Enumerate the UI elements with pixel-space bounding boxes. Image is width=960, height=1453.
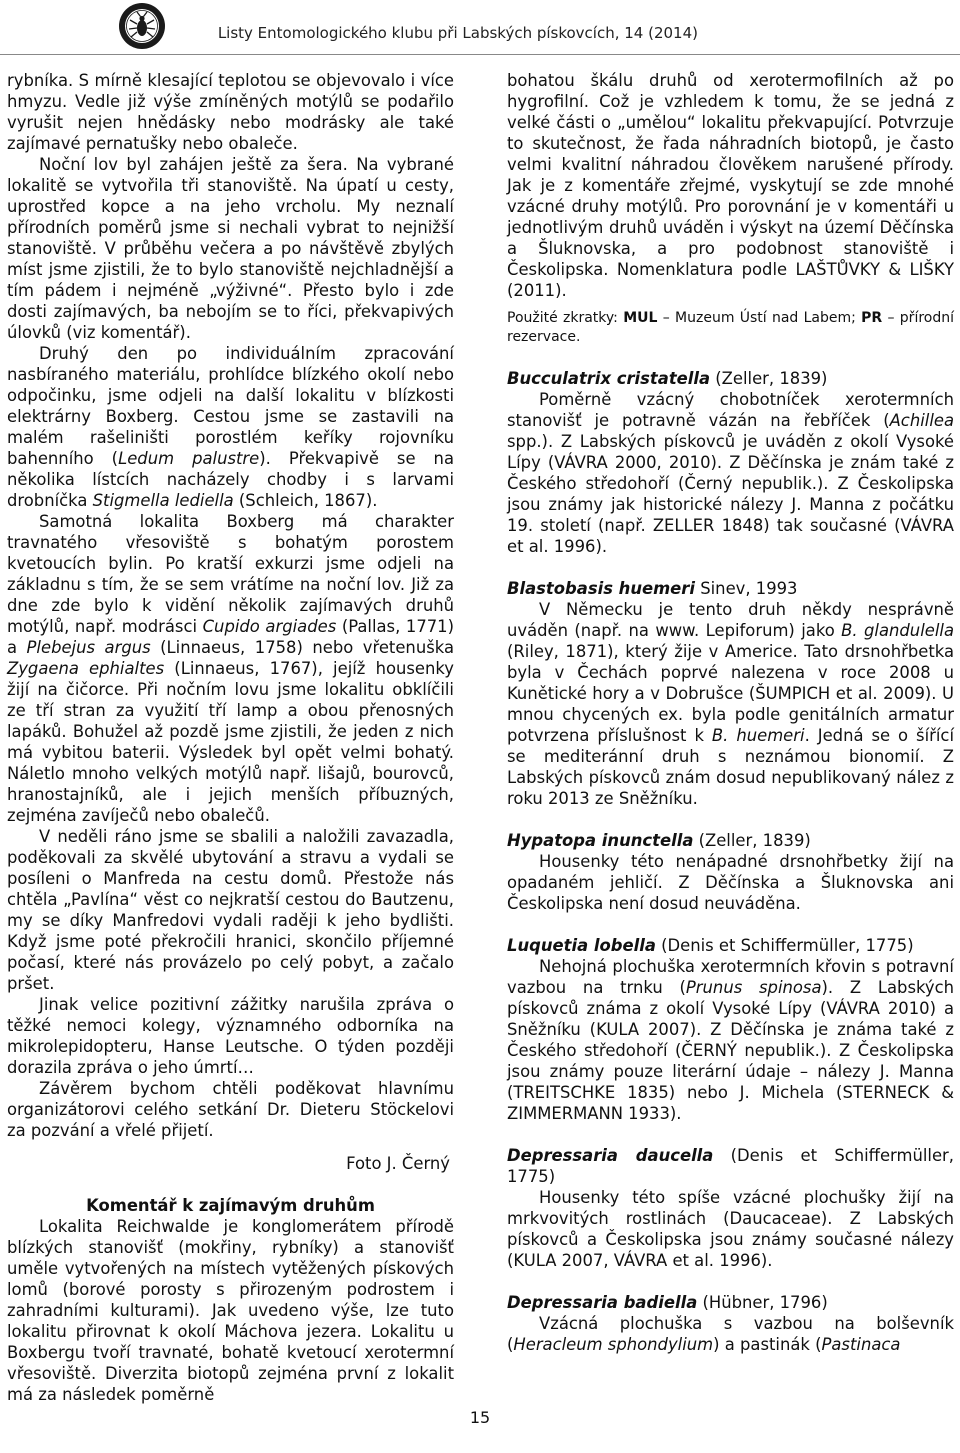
page-number: 15 (469, 1408, 491, 1427)
left-column (7, 70, 454, 1405)
paragraph: Závěrem bychom chtěli poděkovat hlavnímu organizátorovi celého setkání Dr. Dieteru Stöckelovi za pozvání a vřelé přijetí. (7, 1079, 454, 1140)
paragraph: V neděli ráno jsme se sbalili a naložili zavazadla, poděkovali za skvělé ubytování a stravu a vydali se posíleni o Manfreda na cestu domů. Přestože nás chtěla „Pavlína“ věst co nejkratší cestou do Bautzenu, my se díky Manfredovi vydali raději k jeho bydlišti. Když jsme poté překročili hranici, skončilo příjemné počasí, které nás provázelo po celý pobyt, a začalo pršet. (7, 827, 454, 993)
paragraph: Samotná lokalita Boxberg má charakter travnatého vřesoviště s bohatým porostem kvetoucích bylin. Po kratší exkurzi jsme odjeli na základnu s tím, že se sem vrátíme na noční lov. Již za dne zde bylo k vidění několik zajímavých druhů motýlů, např. modrásci Cupido argiades (Pallas, 1771) a Plebejus argus (Linnaeus, 1758) nebo vřetenuška Zygaena ephialtes (Linnaeus, 1767), jejíž housenky žijí na čičorce. Při nočním lovu jsme lokalitu obklíčili ze tří stran za využití tří lamp a obou přenosných lapáků. Bohužel až pozdě jsme zjistili, že jeden z nich má vybitou baterii. Výsledek byl opět velmi bohatý. Náletlo mnoho velkých motýlů např. lišajů, bourovců, hranostajníků, ale i jejich menších příbuzných, zejména zavíječů nebo obalečů. (7, 512, 454, 825)
page-header (0, 0, 960, 60)
right-column (507, 70, 954, 1355)
species-heading: Depressaria badiella (Hübner, 1796) (507, 1293, 828, 1312)
species-heading: Luquetia lobella (Denis et Schiffermüller, 1775) (507, 936, 914, 955)
paragraph: Druhý den po individuálním zpracování nasbíraného materiálu, prohlídce blízkého okolí nebo odpočinku, jsme odjeli na další lokalitu v blízkosti elektrárny Boxberg. Cestou jsme se zastavili na malém rašeliništi porostlém keříky rojovníku bahenního (Ledum palustre). Překvapivě se na několika lístcích nacházely chodby i s larvami drobníčka Stigmella lediella (Schleich, 1867). (7, 344, 454, 510)
paragraph: Noční lov byl zahájen ještě za šera. Na vybrané lokalitě se vytvořila tři stanoviště. Na úpatí u cesty, uprostřed kopce a na jeho vrcholu. My neznalí přírodních poměrů jsme si nechali vybrat to nejnižší stanoviště. V průběhu večera a po návštěvě zbylých míst jsme zjistili, že to bylo stanoviště nejchladnější a tím pádem i nejméně „výživné“. Přesto bylo i zde dosti zajímavých, ba nebojím se to říci, překvapivých úlovků (viz komentář). (7, 155, 454, 342)
species-heading: Depressaria daucella (Denis et Schiffermüller, 1775) (507, 1146, 955, 1186)
species-heading: Bucculatrix cristatella (Zeller, 1839) (507, 369, 828, 388)
species-description: Housenky této nenápadné drsnohřbetky žijí na opadaném jehličí. Z Děčínska a Šluknovska ani Českolipska není dosud neuváděna. (507, 852, 954, 913)
species-description: Vzácná plochuška s vazbou na bolševník (Heracleum sphondylium) a pastinák (Pastinaca (507, 1314, 954, 1354)
paragraph: bohatou škálu druhů od xerotermofilních až po hygrofilní. Což je vzhledem k tomu, že se jedná z velké části o „umělou“ lokalitu překvapující. Potvrzuje to skutečnost, že řada náhradních biotopů, je často velmi kvalitní náhradou člověkem narušené přírody. Jak je z komentáře zřejmé, vyskytují se zde mnohé vzácné druhy motýlů. Pro porovnání je v komentáři u jednotlivým druhů uváděn i výskyt na území Děčínska a Šluknovska, a pro podobnost stanoviště i Českolipska. Nomenklatura podle LAŠTŮVKY & LIŠKY (2011). (507, 71, 954, 300)
paragraph: Jinak velice pozitivní zážitky narušila zpráva o těžké nemoci kolegy, významného odborníka na mikrolepidopteru, Hanse Leutsche. O týden později dorazila zpráva o jeho úmrtí… (7, 995, 454, 1077)
paragraph: rybníka. S mírně klesající teplotou se objevovalo i více hmyzu. Vedle již výše zmíněných motýlů se podařilo vyrušit nejen hnědásky nebo modrásky ale také zajímavé pernatušky nebo obaleče. (7, 71, 454, 153)
journal-title: Listy Entomologického klubu při Labských pískovcích, 14 (2014) (217, 24, 698, 42)
species-heading: Hypatopa inunctella (Zeller, 1839) (507, 831, 811, 850)
species-heading: Blastobasis huemeri Sinev, 1993 (507, 579, 798, 598)
abbreviations-note: Použité zkratky: MUL – Muzeum Ústí nad Labem; PR – přírodní rezervace. (507, 310, 954, 345)
species-description: Housenky této spíše vzácné plochušky žijí na mrkvovitých rostlinách (Daucaceae). Z Labských pískovců a Českolipska jsou známy současné nálezy (KULA 2007, VÁVRA et al. 1996). (507, 1188, 954, 1270)
photo-credit: Foto J. Černý (346, 1154, 450, 1173)
species-description: Poměrně vzácný chobotníček xerotermních stanovišť je potravně vázán na řebříček (Achillea spp.). Z Labských pískovců je uváděn z okolí Vysoké Lípy (VÁVRA 2000, 2010). Z Děčínska je znám také z Českého středohoří (Černý nepublik.). Z Českolipska jsou známy jak historické nálezy J. Manna z počátku 19. století (např. ZELLER 1848) tak současné (VÁVRA et al. 1996). (507, 390, 954, 556)
section-title: Komentář k zajímavým druhům (86, 1196, 375, 1215)
header-divider (0, 54, 960, 55)
species-description: Nehojná plochuška xerotermních křovin s potravní vazbou na trnku (Prunus spinosa). Z Labských pískovců známa z okolí Vysoké Lípy (VÁVRA 2010) a Sněžníku (KULA 2007). Z Děčínska je známa také z Českého středohoří (ČERNÝ nepublik.). Z Českolipska jsou známy pouze literární údaje – nálezy J. Manna (TREITSCHKE 1835) nebo J. Michela (STERNECK & ZIMMERMANN 1933). (507, 957, 954, 1123)
paragraph: Lokalita Reichwalde je konglomerátem přírodě blízkých stanovišť (mokřiny, rybníky) a stanovišť uměle vytvořených na místech vytěžených pískových lomů (borové porosty s přirozeným podrostem i zahradními kulturami). Jak uvedeno výše, lze tuto lokalitu přirovnat k okolí Máchova jezera. Lokalitu u Boxbergu tvoří travnaté, bohatě kvetoucí xerotermní vřesoviště. Diverzita biotopů zejména první z lokalit má za následek poměrně (7, 1217, 454, 1404)
species-description: V Německu je tento druh někdy nesprávně uváděn (např. na www. Lepiforum) jako B. glandulella (Riley, 1871), který žije v Americe. Tato drsnohřbetka byla v Čechách poprvé nalezena v roce 2008 u Kunětické hory a v Dobrušce (ŠUMPICH et al. 2009). U mnou chycených ex. byla podle genitálních armatur potvrzena příslušnost k B. huemeri. Jedná se o šířící se mediteránní druh s neznámou bionomií. Z Labských pískovců znám dosud nepublikovaný nález z roku 2013 ze Sněžníku. (507, 600, 955, 808)
entomological-club-logo (118, 2, 166, 50)
